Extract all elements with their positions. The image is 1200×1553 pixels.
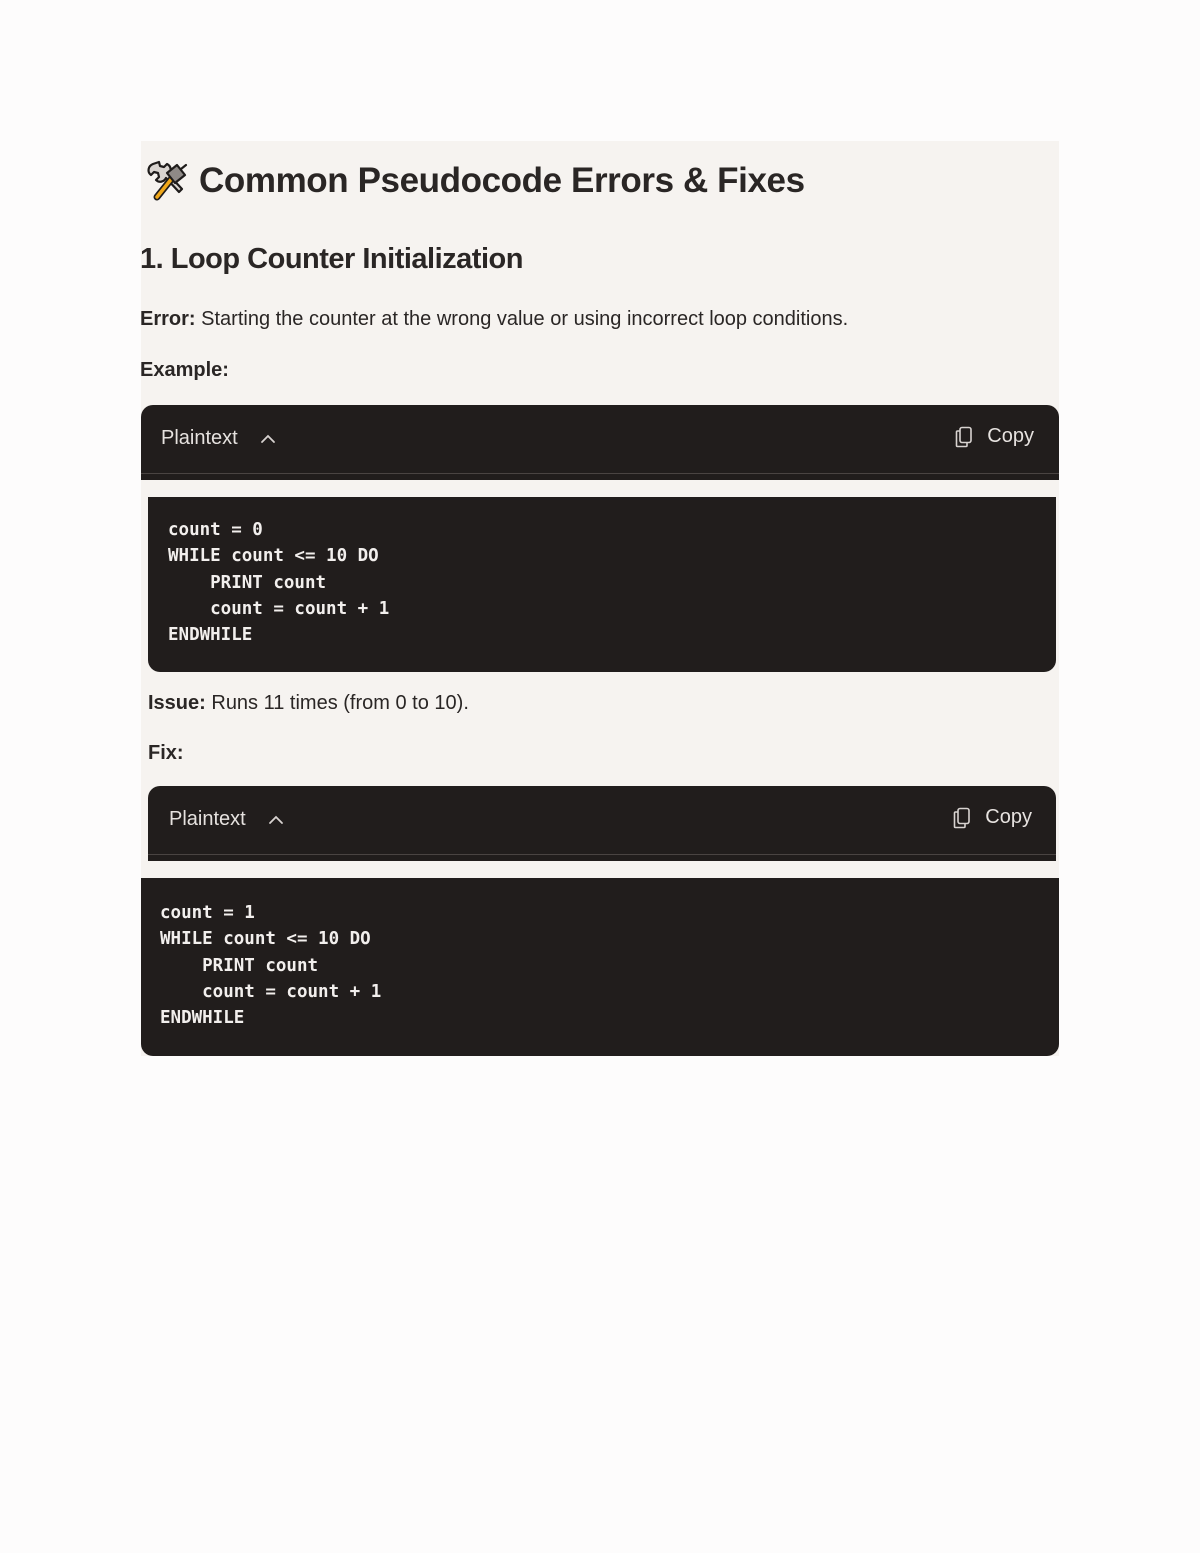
copy-label-1: Copy [987,425,1034,447]
page-title [145,156,805,206]
issue-description [148,692,469,715]
example-label-line [140,359,229,382]
section-heading: 1. Loop Counter Initialization [140,243,523,275]
header-divider-1 [141,473,1059,474]
example-label: Example: [140,359,229,381]
fix-label-line [148,742,184,765]
fix-label: Fix: [148,742,184,764]
issue-label: Issue: [148,692,206,714]
chevron-up-icon [260,434,276,444]
chevron-up-icon [268,815,284,825]
hammer-and-wrench-icon [145,159,189,203]
language-selector-2[interactable] [169,808,284,831]
code-block-header-2 [148,786,1056,861]
code-block-1: count = 0 WHILE count <= 10 DO PRINT count count = count + 1 ENDWHILE [148,497,1056,672]
code-block-header-1 [141,405,1059,480]
language-label-2: Plaintext [169,808,246,830]
copy-button-2[interactable] [953,806,1032,829]
copy-button-1[interactable] [955,425,1034,448]
language-selector-1[interactable] [161,427,276,450]
error-description [140,308,848,331]
language-label-1: Plaintext [161,427,238,449]
issue-text: Runs 11 times (from 0 to 10). [205,692,469,714]
copy-label-2: Copy [985,806,1032,828]
copy-icon [953,807,971,829]
error-text: Starting the counter at the wrong value or using incorrect loop conditions. [195,308,849,330]
error-label: Error: [140,308,196,330]
copy-icon [955,426,973,448]
code-block-2: count = 1 WHILE count <= 10 DO PRINT count count = count + 1 ENDWHILE [141,878,1059,1056]
page-title-text: Common Pseudocode Errors & Fixes [199,161,805,200]
header-divider-2 [148,854,1056,855]
